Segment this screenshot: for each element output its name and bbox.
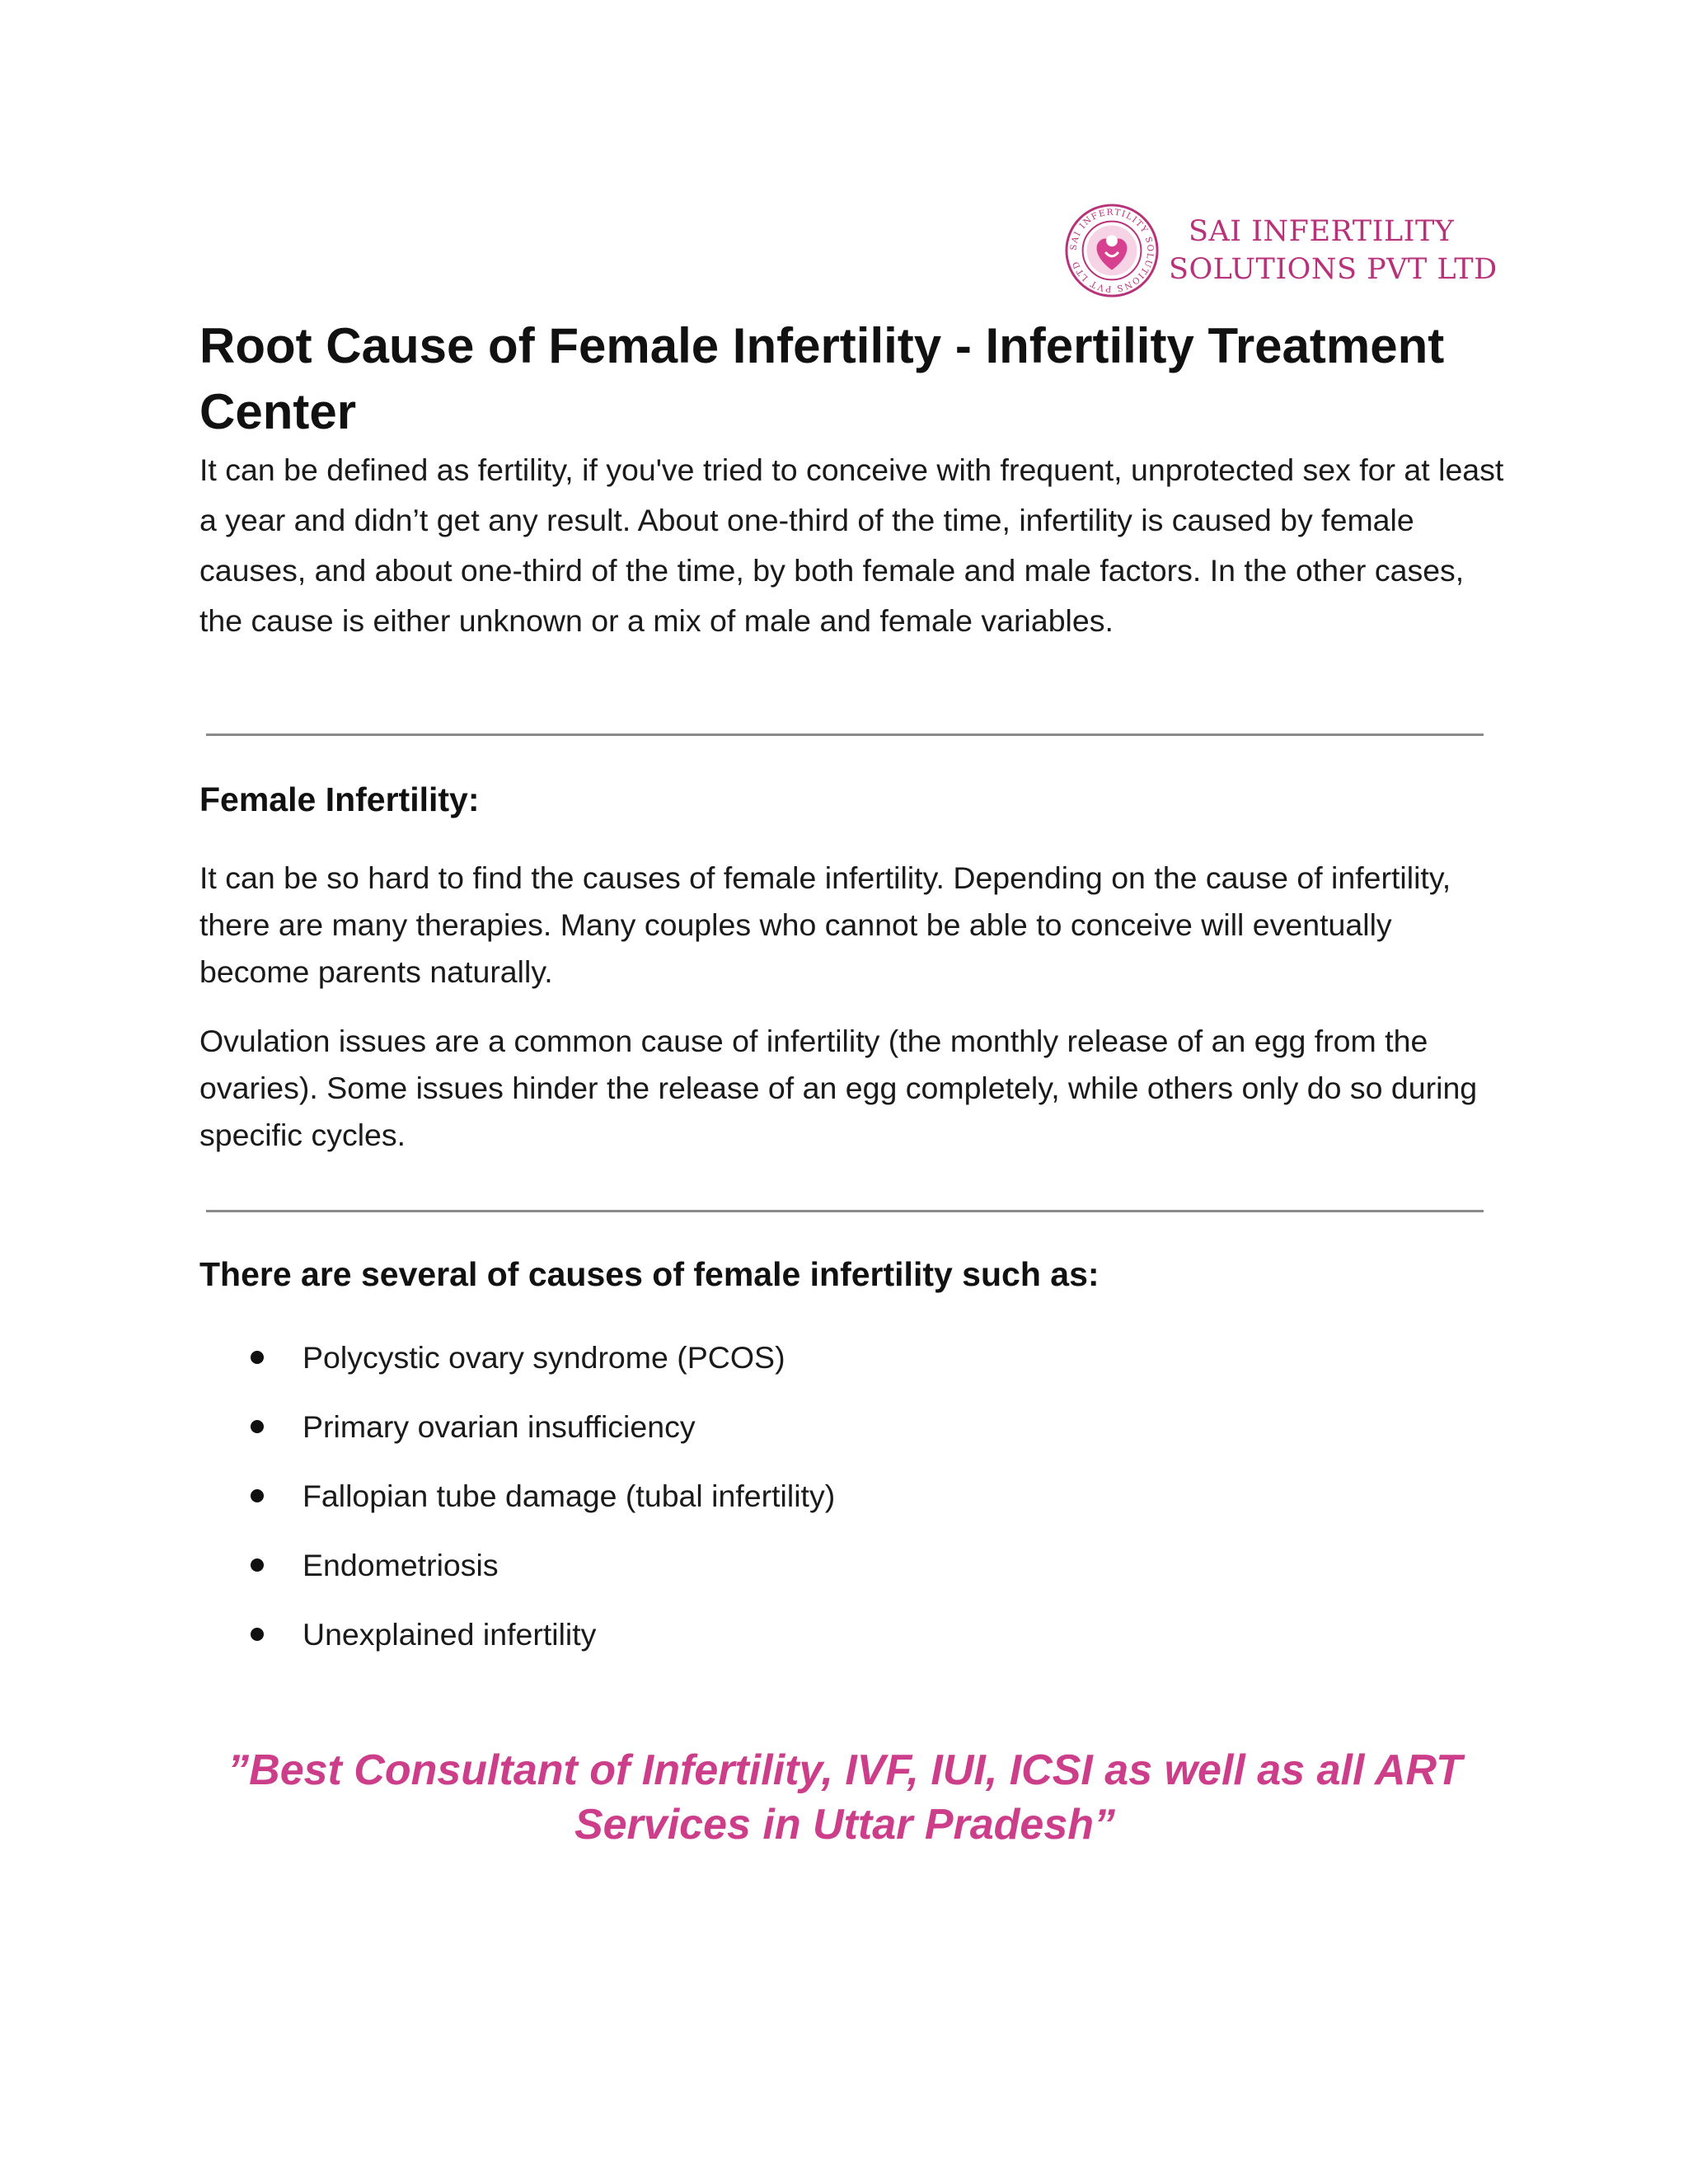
section-heading-causes: There are several of causes of female infertility such as: xyxy=(199,1255,1100,1293)
company-logo xyxy=(1063,202,1498,299)
company-name-line2: SOLUTIONS PVT LTD xyxy=(1169,253,1498,286)
causes-list xyxy=(199,1323,1436,1669)
bullet-icon xyxy=(251,1420,264,1433)
divider xyxy=(206,733,1484,736)
bullet-icon xyxy=(251,1489,264,1502)
page-title: Root Cause of Female Infertility - Infertility Treatment Center xyxy=(199,318,1445,439)
company-name-line1: SAI INFERTILITY xyxy=(1189,215,1455,248)
section-paragraph: It can be so hard to find the causes of female infertility. Depending on the cause of infertility, there are many therapies. Many couples who cannot be able to conceive will eventually become parents naturally. xyxy=(199,860,1451,989)
seal-icon xyxy=(1063,202,1160,299)
section-paragraph: Ovulation issues are a common cause of infertility (the monthly release of an egg from the ovaries). Some issues hinder the release of an egg completely, while others only do so during specific cycles. xyxy=(199,1024,1478,1152)
list-item-text: Polycystic ovary syndrome (PCOS) xyxy=(302,1339,785,1375)
divider xyxy=(206,1210,1484,1212)
company-name xyxy=(1169,213,1498,288)
bullet-icon xyxy=(251,1558,264,1572)
list-item-text: Unexplained infertility xyxy=(302,1616,597,1652)
section-heading-female-infertility: Female Infertility: xyxy=(199,780,480,818)
list-item-text: Primary ovarian insufficiency xyxy=(302,1408,696,1444)
intro-paragraph: It can be defined as fertility, if you've tried to conceive with frequent, unprotected sex for at least a year and didn’t get any result. About one-third of the time, infertility is caused by female causes, and about one-third of the time, by both female and male factors. In the other cases, the cause is either unknown or a mix of male and female variables. xyxy=(199,452,1504,638)
list-item-text: Fallopian tube damage (tubal infertility) xyxy=(302,1478,836,1513)
tagline: ”Best Consultant of Infertility, IVF, IUI, ICSI as well as all ART Services in Uttar Pradesh” xyxy=(227,1746,1462,1849)
list-item xyxy=(199,1600,1436,1669)
list-item xyxy=(199,1323,1436,1392)
list-item xyxy=(199,1530,1436,1600)
bullet-icon xyxy=(251,1351,264,1364)
list-item xyxy=(199,1392,1436,1461)
seal-text: SAI INFERTILITY SOLUTIONS PVT LTD xyxy=(1068,207,1156,294)
list-item xyxy=(199,1461,1436,1530)
list-item-text: Endometriosis xyxy=(302,1547,499,1582)
bullet-icon xyxy=(251,1628,264,1641)
